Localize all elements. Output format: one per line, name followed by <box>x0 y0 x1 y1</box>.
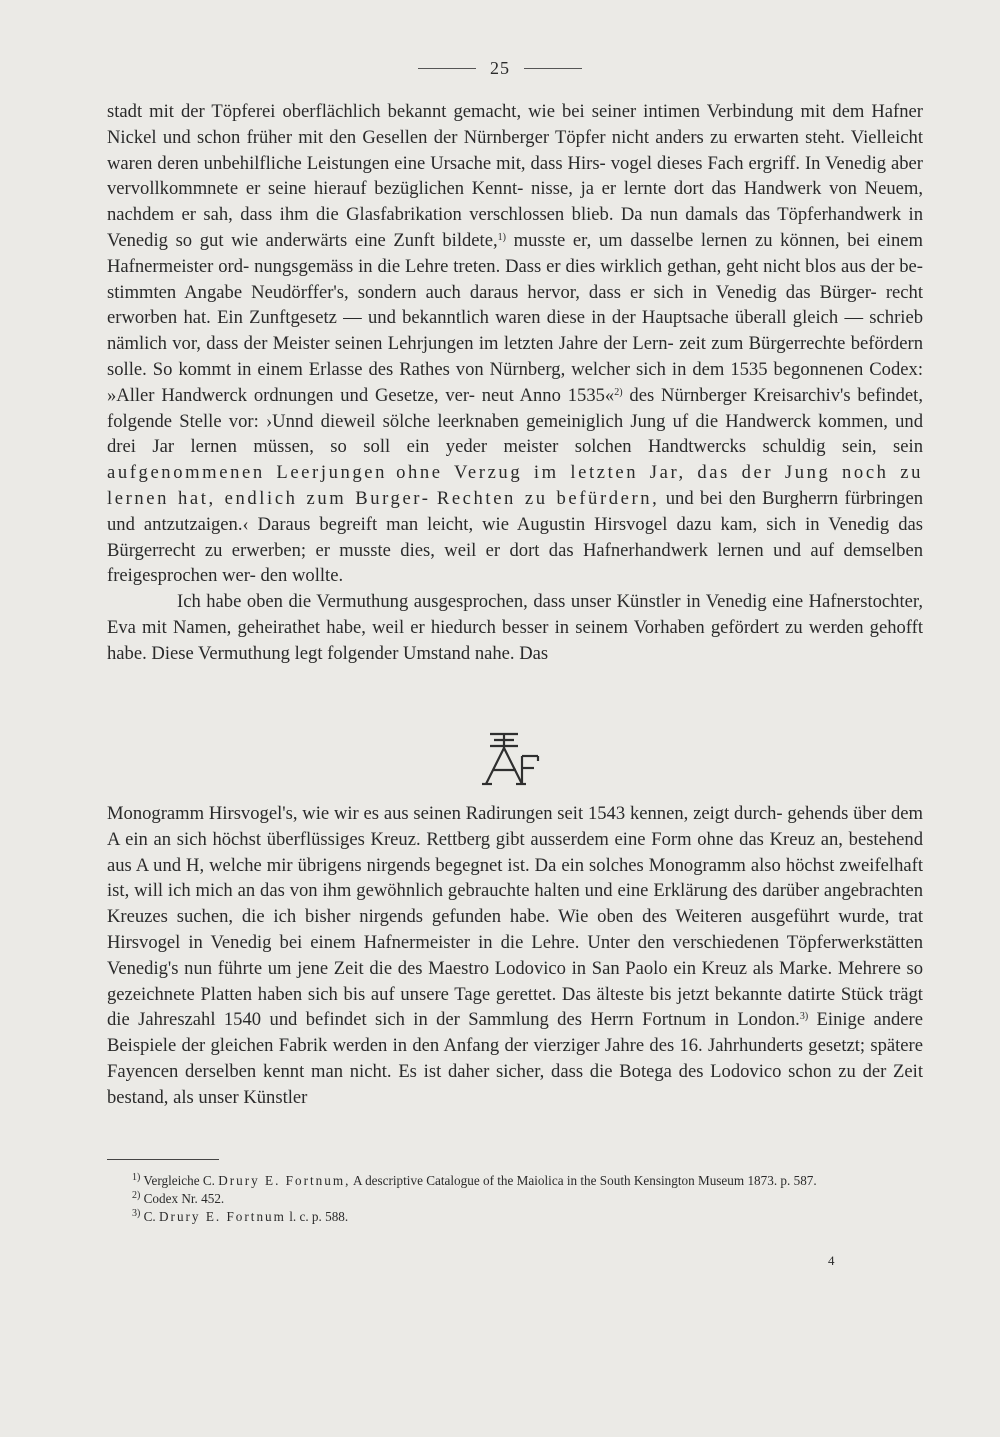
footnote-mark: 1) <box>132 1172 141 1183</box>
text-line: Hafnerstochter, Eva mit Namen, geheirathet habe, weil er hiedurch besser in seinem Vorhaben <box>107 591 923 638</box>
text-line: den wollte. <box>260 565 344 587</box>
text-line: gehends über dem A ein an sich höchst überflüssiges Kreuz. Rettberg gibt ausserdem eine <box>107 803 923 850</box>
text-line: vierziger Jahre des 16. Jahrhunderts gesetzt; spätere Fayencen derselben kennt man nicht. Es <box>107 1035 924 1082</box>
text-line: stadt mit der Töpferei oberflächlich bekannt gemacht, wie bei seiner intimen Verbindung mit <box>107 101 826 122</box>
page-number: 25 <box>490 58 510 78</box>
spaced-text: aufgenommenen Leerjungen <box>107 462 388 484</box>
footnote-mark: 3) <box>132 1208 141 1219</box>
signature-mark: 4 <box>828 1253 835 1268</box>
text-line: erwarten steht. Vielleicht waren deren unbehilfliche Leistungen eine Ursache mit, dass Hirs- <box>107 126 923 174</box>
text-line: verschlossen blieb. Da nun damals das Töpferhandwerk in Venedig so gut wie anderwärts <box>107 204 923 251</box>
header-rule-left <box>418 68 476 69</box>
footnote-1 <box>107 1172 923 1190</box>
spaced-text: Rechten zu befürdern, <box>436 487 660 509</box>
text-block-lower <box>107 801 923 1111</box>
paragraph-3 <box>107 801 923 1111</box>
text-line: zeit zum Bürgerrechte befördern solle. So kommt in einem Erlasse des Rathes von Nürnberg, <box>107 333 923 380</box>
footnote-text: C. <box>140 1209 160 1224</box>
monogram-icon <box>480 732 540 788</box>
text-line: Einige andere Beispiele der gleichen Fabrik werden in den Anfang der <box>107 1009 923 1057</box>
text-line: Form ohne das Kreuz an, bestehend aus A und H, welche mir übrigens nirgends begegnet ist. <box>107 828 923 876</box>
footnotes <box>107 1172 923 1226</box>
text-line: neut Anno 1535« <box>481 384 615 406</box>
footnote-text: Drury E. Fortnum <box>159 1209 286 1224</box>
text-block-upper <box>107 99 923 667</box>
footnote-3 <box>107 1208 923 1226</box>
text-line: sölche leerknaben gemeiniglich Jung uf die Handwerck kommen, und drei Jar lernen müssen, so <box>107 410 923 458</box>
text-line: in Venedig bei einem Hafnermeister in die Lehre. Unter den verschiedenen Töpferwerkstätten <box>188 931 923 953</box>
text-line: Venedig's nun führte um jene Zeit die des Maestro Lodovico in San Paolo ein Kreuz als Marke. <box>107 957 833 979</box>
text-line: welcher sich in dem 1535 begonnenen Codex: »Aller Handwerck ordnungen und Gesetze, ver- <box>107 358 923 406</box>
text-line: stimmten Angabe Neudörffer's, sondern auch daraus hervor, dass er sich in Venedig das Bürger- <box>107 281 877 303</box>
header-rule-right <box>524 68 582 69</box>
footnote-ref-3: 3) <box>799 1011 809 1023</box>
footnote-text: Codex Nr. 452. <box>140 1191 225 1206</box>
text-line: und bei den Burgherrn fürbringen und antzutzaigen.‹ Daraus begreift <box>107 487 923 535</box>
text-line: bekannte datirte Stück trägt die Jahreszahl 1540 und befindet sich in der Sammlung des Herrn <box>107 983 923 1031</box>
text-line: gefördert zu werden gehofft habe. Diese Vermuthung legt folgender Umstand nahe. Das <box>107 616 924 664</box>
text-line: nungsgemäss in die Lehre treten. Dass er dies wirklich gethan, geht nicht blos aus der be- <box>254 255 923 277</box>
text-line: man leicht, wie Augustin Hirsvogel dazu kam, sich in Venedig das Bürgerrecht zu erwerben; <box>107 513 923 561</box>
text-line: dem Hafner Nickel und schon früher mit den Gesellen der Nürnberger Töpfer nicht anders zu <box>107 101 923 148</box>
text-line: bisher nirgends gefunden habe. Wie oben des Weiteren ausgeführt wurde, trat Hirsvogel <box>107 906 923 953</box>
footnote-2 <box>107 1190 923 1208</box>
paragraph-1 <box>107 99 923 589</box>
footnote-divider <box>107 1159 219 1160</box>
text-line: musste er, um dasselbe lernen zu können, bei einem Hafnermeister ord- <box>107 229 923 277</box>
text-line: nisse, ja er lernte dort das Handwerk von Neuem, nachdem er sah, dass ihm die Glasfabrikation <box>107 178 923 226</box>
footnote-text: A descriptive Catalogue of the Maiolica in the South Kensington <box>350 1173 695 1188</box>
footnote-ref-1: 1) <box>497 231 506 243</box>
text-line: Ich habe oben die Vermuthung ausgesprochen, dass unser Künstler in Venedig eine <box>177 591 804 613</box>
text-line: gleich — schrieb nämlich vor, dass der Meister seinen Lehrjungen im letzten Jahre der Lern- <box>107 307 923 355</box>
text-line: Da ein solches Monogramm also höchst zweifelhaft ist, will ich mich an das von ihm gewöhnlich <box>107 854 923 902</box>
text-line: eine Zunft bildete, <box>354 229 498 251</box>
text-line: soll ein yeder meister solchen Handtwercks schuldig sein, sein <box>363 436 923 458</box>
footnote-text: Drury E. Fortnum, <box>218 1173 351 1188</box>
text-line: des Nürnberger Kreisarchiv's befindet, folgende Stelle vor: ›Unnd dieweil <box>107 384 923 432</box>
footnote-text: Vergleiche C. <box>140 1173 219 1188</box>
text-line: vogel dieses Fach ergriff. In Venedig aber vervollkommnete er seine hierauf bezüglichen Kennt- <box>107 152 923 200</box>
text-line: Monogramm Hirsvogel's, wie wir es aus seinen Radirungen seit 1543 kennen, zeigt durch- <box>107 803 783 824</box>
text-line: Fortnum in London. <box>642 1009 800 1031</box>
footnote-ref-2: 2) <box>614 386 623 398</box>
page-header <box>0 58 1000 79</box>
text-line: Mehrere so gezeichnete Platten haben sich bis auf unsere Tage gerettet. Das älteste bis jetzt <box>107 957 923 1005</box>
text-line: recht erworben hat. Ein Zunftgesetz — und bekanntlich waren diese in der Hauptsache überall <box>107 281 923 329</box>
paragraph-2 <box>107 589 923 666</box>
footnote-text: l. c. p. 588. <box>285 1209 349 1224</box>
spaced-text: ohne Verzug im letzten Jar, das der Jung noch zu lernen hat, endlich zum Burger- <box>107 462 923 509</box>
text-line: ist daher sicher, dass die Botega des Lodovico schon zu der Zeit bestand, als unser Künstler <box>107 1060 923 1108</box>
footnote-text: Museum 1873. p. 587. <box>697 1173 817 1188</box>
text-line: gebrauchte halten und eine Erklärung des darüber angebrachten Kreuzes suchen, die ich <box>107 880 923 928</box>
text-line: er musste dies, weil er dort das Hafnerhandwerk lernen und auf demselben freigesprochen wer- <box>107 539 923 587</box>
footnote-mark: 2) <box>132 1190 141 1201</box>
